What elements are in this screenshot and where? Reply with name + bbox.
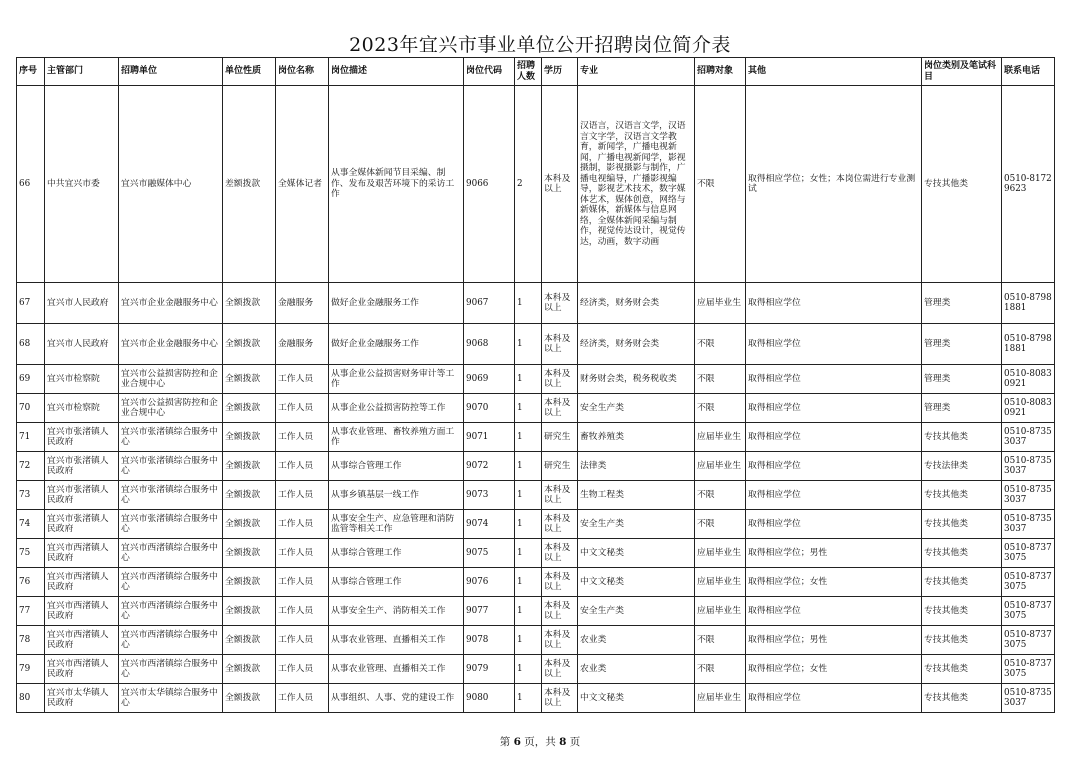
position-name-cell: 工作人员 — [276, 597, 329, 626]
hiring-unit-cell: 宜兴市张渚镇综合服务中心 — [119, 423, 223, 452]
other-requirements-cell: 取得相应学位 — [746, 365, 922, 394]
position-code-cell: 9070 — [464, 394, 515, 423]
headcount-cell: 1 — [515, 365, 542, 394]
position-description-cell: 从事全媒体新闻节目采编、制作、发布及艰苦环境下的采访工作 — [329, 86, 464, 283]
hiring-unit-cell: 宜兴市太华镇综合服务中心 — [119, 684, 223, 713]
contact-phone-cell: 0510-87981881 — [1002, 283, 1055, 324]
table-row — [17, 626, 1055, 655]
education-cell: 本科及以上 — [542, 324, 578, 365]
education-cell: 本科及以上 — [542, 510, 578, 539]
position-description-cell: 从事综合管理工作 — [329, 568, 464, 597]
position-code-cell: 9073 — [464, 481, 515, 510]
footer-suffix: 页 — [566, 736, 581, 748]
major-cell: 中文文秘类 — [578, 568, 695, 597]
contact-phone-cell: 0510-87373075 — [1002, 597, 1055, 626]
table-header-row — [17, 58, 1055, 86]
target-applicants-cell: 不限 — [695, 510, 746, 539]
major-cell: 财务财会类，税务税收类 — [578, 365, 695, 394]
position-code-cell: 9079 — [464, 655, 515, 684]
other-requirements-cell: 取得相应学位 — [746, 452, 922, 481]
position-name-cell: 工作人员 — [276, 626, 329, 655]
department-cell: 宜兴市张渚镇人民政府 — [45, 423, 119, 452]
row-number-cell: 72 — [17, 452, 45, 481]
headcount-cell: 1 — [515, 452, 542, 481]
headcount-cell: 2 — [515, 86, 542, 283]
footer-prefix: 第 — [499, 736, 514, 748]
position-code-cell: 9078 — [464, 626, 515, 655]
target-applicants-cell: 应届毕业生 — [695, 283, 746, 324]
row-number-cell: 69 — [17, 365, 45, 394]
unit-type-cell: 全额拨款 — [223, 283, 276, 324]
exam-category-cell: 专技其他类 — [922, 86, 1002, 283]
department-cell: 宜兴市西渚镇人民政府 — [45, 539, 119, 568]
major-cell: 中文文秘类 — [578, 539, 695, 568]
department-cell: 宜兴市检察院 — [45, 394, 119, 423]
position-description-cell: 从事安全生产、消防相关工作 — [329, 597, 464, 626]
hiring-unit-cell: 宜兴市公益损害防控和企业合规中心 — [119, 365, 223, 394]
major-cell: 经济类，财务财会类 — [578, 283, 695, 324]
hiring-unit-cell: 宜兴市企业金融服务中心 — [119, 283, 223, 324]
target-applicants-cell: 不限 — [695, 365, 746, 394]
position-code-cell: 9069 — [464, 365, 515, 394]
unit-type-cell: 全额拨款 — [223, 539, 276, 568]
contact-phone-cell: 0510-87981881 — [1002, 324, 1055, 365]
table-row — [17, 481, 1055, 510]
education-cell: 本科及以上 — [542, 684, 578, 713]
position-description-cell: 从事企业公益损害财务审计等工作 — [329, 365, 464, 394]
headcount-cell: 1 — [515, 394, 542, 423]
position-description-cell: 做好企业金融服务工作 — [329, 324, 464, 365]
unit-type-cell: 全额拨款 — [223, 324, 276, 365]
row-number-cell: 66 — [17, 86, 45, 283]
target-applicants-cell: 应届毕业生 — [695, 452, 746, 481]
hiring-unit-cell: 宜兴市西渚镇综合服务中心 — [119, 539, 223, 568]
contact-phone-cell: 0510-87353037 — [1002, 510, 1055, 539]
target-applicants-cell: 不限 — [695, 626, 746, 655]
contact-phone-cell: 0510-80830921 — [1002, 365, 1055, 394]
position-description-cell: 从事安全生产、应急管理和消防监管等相关工作 — [329, 510, 464, 539]
position-code-cell: 9075 — [464, 539, 515, 568]
target-applicants-cell: 应届毕业生 — [695, 597, 746, 626]
major-cell: 安全生产类 — [578, 597, 695, 626]
department-cell: 宜兴市张渚镇人民政府 — [45, 452, 119, 481]
exam-category-cell: 专技法律类 — [922, 452, 1002, 481]
hiring-unit-cell: 宜兴市公益损害防控和企业合规中心 — [119, 394, 223, 423]
unit-type-cell: 全额拨款 — [223, 394, 276, 423]
headcount-cell: 1 — [515, 568, 542, 597]
major-cell: 农业类 — [578, 655, 695, 684]
headcount-cell: 1 — [515, 655, 542, 684]
unit-type-cell: 全额拨款 — [223, 452, 276, 481]
hiring-unit-cell: 宜兴市西渚镇综合服务中心 — [119, 626, 223, 655]
row-number-cell: 67 — [17, 283, 45, 324]
unit-type-cell: 全额拨款 — [223, 684, 276, 713]
position-description-cell: 从事农业管理、直播相关工作 — [329, 626, 464, 655]
exam-category-cell: 管理类 — [922, 365, 1002, 394]
other-requirements-cell: 取得相应学位 — [746, 423, 922, 452]
target-applicants-cell: 不限 — [695, 655, 746, 684]
exam-category-cell: 专技其他类 — [922, 597, 1002, 626]
position-code-cell: 9071 — [464, 423, 515, 452]
header-cell: 岗位名称 — [276, 58, 329, 86]
position-name-cell: 金融服务 — [276, 324, 329, 365]
table-row — [17, 597, 1055, 626]
department-cell: 宜兴市西渚镇人民政府 — [45, 655, 119, 684]
position-code-cell: 9076 — [464, 568, 515, 597]
row-number-cell: 68 — [17, 324, 45, 365]
target-applicants-cell: 应届毕业生 — [695, 684, 746, 713]
education-cell: 研究生 — [542, 423, 578, 452]
department-cell: 宜兴市检察院 — [45, 365, 119, 394]
footer-middle: 页，共 — [520, 736, 560, 748]
header-cell: 招聘对象 — [695, 58, 746, 86]
department-cell: 宜兴市人民政府 — [45, 283, 119, 324]
exam-category-cell: 管理类 — [922, 283, 1002, 324]
exam-category-cell: 专技其他类 — [922, 568, 1002, 597]
department-cell: 宜兴市人民政府 — [45, 324, 119, 365]
unit-type-cell: 全额拨款 — [223, 568, 276, 597]
headcount-cell: 1 — [515, 510, 542, 539]
education-cell: 本科及以上 — [542, 394, 578, 423]
header-cell: 岗位类别及笔试科目 — [922, 58, 1002, 86]
education-cell: 本科及以上 — [542, 481, 578, 510]
row-number-cell: 71 — [17, 423, 45, 452]
education-cell: 本科及以上 — [542, 539, 578, 568]
position-description-cell: 从事农业管理、直播相关工作 — [329, 655, 464, 684]
row-number-cell: 79 — [17, 655, 45, 684]
position-name-cell: 全媒体记者 — [276, 86, 329, 283]
table-row — [17, 423, 1055, 452]
other-requirements-cell: 取得相应学位；男性 — [746, 539, 922, 568]
header-cell: 招聘单位 — [119, 58, 223, 86]
position-name-cell: 金融服务 — [276, 283, 329, 324]
hiring-unit-cell: 宜兴市张渚镇综合服务中心 — [119, 510, 223, 539]
total-pages: 8 — [559, 736, 567, 748]
major-cell: 安全生产类 — [578, 510, 695, 539]
contact-phone-cell: 0510-87373075 — [1002, 626, 1055, 655]
contact-phone-cell: 0510-87353037 — [1002, 423, 1055, 452]
headcount-cell: 1 — [515, 597, 542, 626]
table-row — [17, 394, 1055, 423]
current-page: 6 — [513, 736, 521, 748]
unit-type-cell: 全额拨款 — [223, 481, 276, 510]
other-requirements-cell: 取得相应学位 — [746, 394, 922, 423]
target-applicants-cell: 不限 — [695, 394, 746, 423]
department-cell: 中共宜兴市委 — [45, 86, 119, 283]
hiring-unit-cell: 宜兴市企业金融服务中心 — [119, 324, 223, 365]
table-row — [17, 452, 1055, 481]
department-cell: 宜兴市张渚镇人民政府 — [45, 510, 119, 539]
position-name-cell: 工作人员 — [276, 539, 329, 568]
exam-category-cell: 专技其他类 — [922, 510, 1002, 539]
exam-category-cell: 专技其他类 — [922, 539, 1002, 568]
education-cell: 研究生 — [542, 452, 578, 481]
hiring-unit-cell: 宜兴市西渚镇综合服务中心 — [119, 655, 223, 684]
other-requirements-cell: 取得相应学位；女性 — [746, 568, 922, 597]
unit-type-cell: 全额拨款 — [223, 597, 276, 626]
position-description-cell: 从事组织、人事、党的建设工作 — [329, 684, 464, 713]
row-number-cell: 76 — [17, 568, 45, 597]
target-applicants-cell: 不限 — [695, 481, 746, 510]
document-title: 2023年宜兴市事业单位公开招聘岗位简介表 — [349, 34, 731, 56]
table-row — [17, 86, 1055, 283]
target-applicants-cell: 应届毕业生 — [695, 539, 746, 568]
major-cell: 生物工程类 — [578, 481, 695, 510]
recruitment-table — [16, 57, 1055, 713]
row-number-cell: 78 — [17, 626, 45, 655]
exam-category-cell: 专技其他类 — [922, 655, 1002, 684]
position-name-cell: 工作人员 — [276, 684, 329, 713]
other-requirements-cell: 取得相应学位 — [746, 684, 922, 713]
education-cell: 本科及以上 — [542, 626, 578, 655]
hiring-unit-cell: 宜兴市西渚镇综合服务中心 — [119, 597, 223, 626]
position-name-cell: 工作人员 — [276, 452, 329, 481]
exam-category-cell: 专技其他类 — [922, 684, 1002, 713]
position-description-cell: 从事综合管理工作 — [329, 539, 464, 568]
target-applicants-cell: 不限 — [695, 86, 746, 283]
education-cell: 本科及以上 — [542, 365, 578, 394]
exam-category-cell: 管理类 — [922, 324, 1002, 365]
headcount-cell: 1 — [515, 283, 542, 324]
position-code-cell: 9077 — [464, 597, 515, 626]
education-cell: 本科及以上 — [542, 655, 578, 684]
hiring-unit-cell: 宜兴市张渚镇综合服务中心 — [119, 452, 223, 481]
header-cell: 学历 — [542, 58, 578, 86]
exam-category-cell: 管理类 — [922, 394, 1002, 423]
exam-category-cell: 专技其他类 — [922, 481, 1002, 510]
header-cell: 招聘人数 — [515, 58, 542, 86]
table-row — [17, 324, 1055, 365]
position-name-cell: 工作人员 — [276, 568, 329, 597]
unit-type-cell: 全额拨款 — [223, 655, 276, 684]
department-cell: 宜兴市西渚镇人民政府 — [45, 568, 119, 597]
header-cell: 岗位代码 — [464, 58, 515, 86]
position-code-cell: 9074 — [464, 510, 515, 539]
table-row — [17, 539, 1055, 568]
hiring-unit-cell: 宜兴市西渚镇综合服务中心 — [119, 568, 223, 597]
department-cell: 宜兴市张渚镇人民政府 — [45, 481, 119, 510]
education-cell: 本科及以上 — [542, 283, 578, 324]
page-footer — [0, 734, 1080, 749]
other-requirements-cell: 取得相应学位 — [746, 510, 922, 539]
other-requirements-cell: 取得相应学位；男性 — [746, 626, 922, 655]
header-cell: 联系电话 — [1002, 58, 1055, 86]
table-row — [17, 510, 1055, 539]
position-code-cell: 9080 — [464, 684, 515, 713]
major-cell: 农业类 — [578, 626, 695, 655]
row-number-cell: 70 — [17, 394, 45, 423]
department-cell: 宜兴市西渚镇人民政府 — [45, 597, 119, 626]
header-cell: 主管部门 — [45, 58, 119, 86]
contact-phone-cell: 0510-87353037 — [1002, 452, 1055, 481]
unit-type-cell: 全额拨款 — [223, 510, 276, 539]
education-cell: 本科及以上 — [542, 568, 578, 597]
row-number-cell: 75 — [17, 539, 45, 568]
position-description-cell: 从事农业管理、畜牧养殖方面工作 — [329, 423, 464, 452]
exam-category-cell: 专技其他类 — [922, 626, 1002, 655]
other-requirements-cell: 取得相应学位 — [746, 597, 922, 626]
header-cell: 序号 — [17, 58, 45, 86]
table-body — [17, 86, 1055, 713]
header-cell: 单位性质 — [223, 58, 276, 86]
major-cell: 法律类 — [578, 452, 695, 481]
other-requirements-cell: 取得相应学位 — [746, 324, 922, 365]
department-cell: 宜兴市太华镇人民政府 — [45, 684, 119, 713]
unit-type-cell: 全额拨款 — [223, 423, 276, 452]
unit-type-cell: 差额拨款 — [223, 86, 276, 283]
headcount-cell: 1 — [515, 626, 542, 655]
major-cell: 安全生产类 — [578, 394, 695, 423]
headcount-cell: 1 — [515, 539, 542, 568]
contact-phone-cell: 0510-87373075 — [1002, 539, 1055, 568]
table-row — [17, 655, 1055, 684]
contact-phone-cell: 0510-81729623 — [1002, 86, 1055, 283]
major-cell: 经济类，财务财会类 — [578, 324, 695, 365]
contact-phone-cell: 0510-87373075 — [1002, 568, 1055, 597]
position-name-cell: 工作人员 — [276, 365, 329, 394]
other-requirements-cell: 取得相应学位；女性 — [746, 655, 922, 684]
row-number-cell: 73 — [17, 481, 45, 510]
major-cell: 中文文秘类 — [578, 684, 695, 713]
table-row — [17, 283, 1055, 324]
contact-phone-cell: 0510-87353037 — [1002, 684, 1055, 713]
contact-phone-cell: 0510-80830921 — [1002, 394, 1055, 423]
position-description-cell: 做好企业金融服务工作 — [329, 283, 464, 324]
unit-type-cell: 全额拨款 — [223, 626, 276, 655]
position-code-cell: 9072 — [464, 452, 515, 481]
headcount-cell: 1 — [515, 423, 542, 452]
position-description-cell: 从事乡镇基层一线工作 — [329, 481, 464, 510]
position-name-cell: 工作人员 — [276, 394, 329, 423]
education-cell: 本科及以上 — [542, 597, 578, 626]
target-applicants-cell: 应届毕业生 — [695, 423, 746, 452]
major-cell: 畜牧养殖类 — [578, 423, 695, 452]
position-name-cell: 工作人员 — [276, 510, 329, 539]
row-number-cell: 80 — [17, 684, 45, 713]
education-cell: 本科及以上 — [542, 86, 578, 283]
header-cell: 专业 — [578, 58, 695, 86]
exam-category-cell: 专技其他类 — [922, 423, 1002, 452]
header-cell: 岗位描述 — [329, 58, 464, 86]
header-cell: 其他 — [746, 58, 922, 86]
row-number-cell: 74 — [17, 510, 45, 539]
position-description-cell: 从事综合管理工作 — [329, 452, 464, 481]
other-requirements-cell: 取得相应学位 — [746, 283, 922, 324]
other-requirements-cell: 取得相应学位；女性；本岗位需进行专业测试 — [746, 86, 922, 283]
position-code-cell: 9066 — [464, 86, 515, 283]
contact-phone-cell: 0510-87353037 — [1002, 481, 1055, 510]
position-code-cell: 9068 — [464, 324, 515, 365]
department-cell: 宜兴市西渚镇人民政府 — [45, 626, 119, 655]
contact-phone-cell: 0510-87373075 — [1002, 655, 1055, 684]
position-name-cell: 工作人员 — [276, 423, 329, 452]
target-applicants-cell: 应届毕业生 — [695, 568, 746, 597]
position-description-cell: 从事企业公益损害防控等工作 — [329, 394, 464, 423]
headcount-cell: 1 — [515, 481, 542, 510]
position-name-cell: 工作人员 — [276, 655, 329, 684]
table-row — [17, 365, 1055, 394]
headcount-cell: 1 — [515, 324, 542, 365]
target-applicants-cell: 不限 — [695, 324, 746, 365]
table-row — [17, 684, 1055, 713]
position-code-cell: 9067 — [464, 283, 515, 324]
position-name-cell: 工作人员 — [276, 481, 329, 510]
headcount-cell: 1 — [515, 684, 542, 713]
hiring-unit-cell: 宜兴市张渚镇综合服务中心 — [119, 481, 223, 510]
row-number-cell: 77 — [17, 597, 45, 626]
other-requirements-cell: 取得相应学位 — [746, 481, 922, 510]
table-row — [17, 568, 1055, 597]
hiring-unit-cell: 宜兴市融媒体中心 — [119, 86, 223, 283]
unit-type-cell: 全额拨款 — [223, 365, 276, 394]
major-cell: 汉语言，汉语言文学，汉语言文字学，汉语言文学教育，新闻学，广播电视新闻，广播电视新闻学，影视摄制，影视摄影与制作，广播电视编导，广播影视编导，影视艺术技术，数字媒体艺术，媒体创意，网络与新媒体，新媒体与信息网络，全媒体新闻采编与制作，视觉传达设计，视觉传达，动画，数字动画 — [578, 86, 695, 283]
